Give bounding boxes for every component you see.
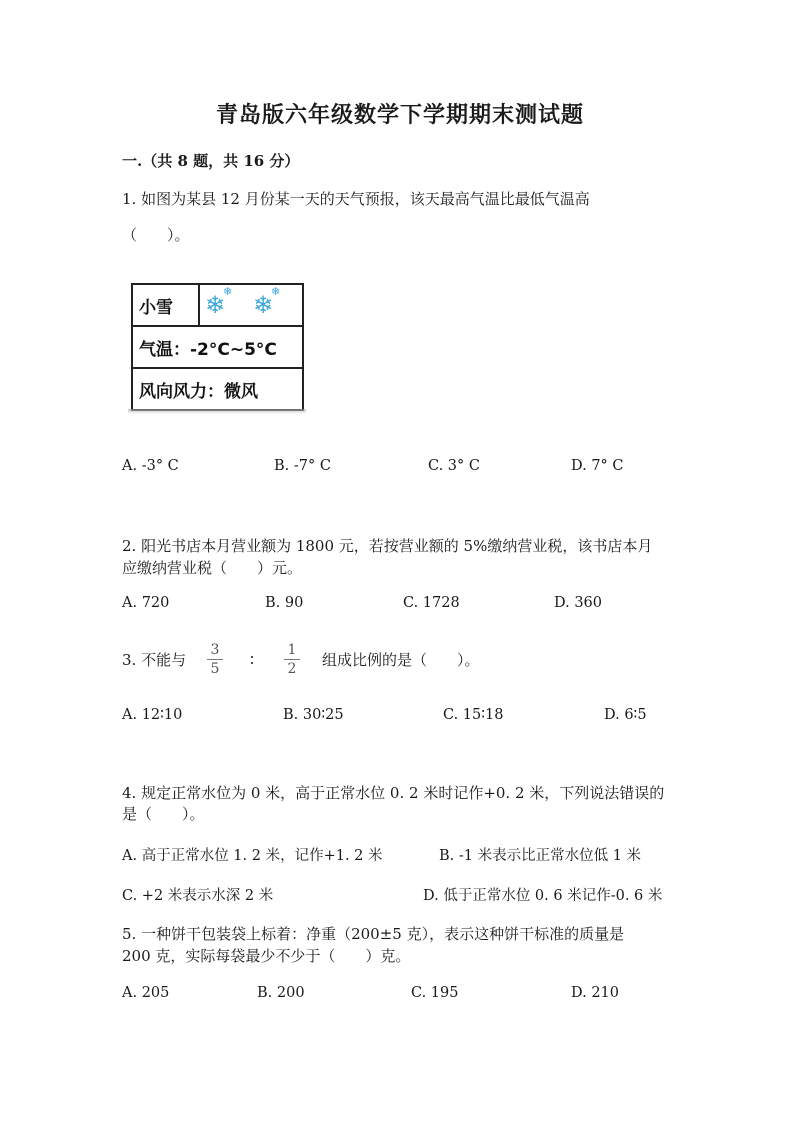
weather-row-condition	[133, 285, 302, 327]
question-1-line-2: （ ）。	[122, 226, 190, 244]
card-shadow	[128, 409, 306, 414]
question-2-line-2: 应缴纳营业税（ ）元。	[122, 559, 303, 577]
question-1-line-1: 1. 如图为某县 12 月份某一天的天气预报，该天最高气温比最低气温高	[122, 190, 590, 208]
fraction-numerator: 3	[210, 642, 220, 658]
question-3-prefix: 3. 不能与	[122, 651, 187, 669]
question-4-option-a[interactable]: A. 高于正常水位 1. 2 米，记作+1. 2 米	[122, 848, 383, 864]
question-4-option-d[interactable]: D. 低于正常水位 0. 6 米记作-0. 6 米	[423, 888, 663, 904]
fraction-three-fifths	[207, 642, 223, 677]
snowflake-icon: ❄ ❄	[205, 285, 233, 319]
weather-row-wind	[133, 369, 302, 409]
weather-forecast-card	[131, 283, 304, 411]
question-2-option-d[interactable]: D. 360	[554, 595, 603, 611]
ratio-colon: ∶	[250, 651, 254, 669]
question-5-option-b[interactable]: B. 200	[257, 985, 305, 1001]
question-1-option-d[interactable]: D. 7° C	[571, 458, 624, 474]
fraction-bar	[207, 659, 223, 660]
question-1-option-b[interactable]: B. -7° C	[274, 458, 331, 474]
question-5-option-d[interactable]: D. 210	[571, 985, 620, 1001]
question-5-option-c[interactable]: C. 195	[411, 985, 459, 1001]
question-3-option-d[interactable]: D. 6∶5	[604, 707, 647, 723]
fraction-denominator: 2	[287, 661, 297, 677]
question-3-suffix: 组成比例的是（ ）。	[322, 651, 480, 669]
weather-row-temperature	[133, 327, 302, 369]
fraction-numerator: 1	[287, 642, 297, 658]
fraction-bar	[284, 659, 300, 660]
question-2-option-a[interactable]: A. 720	[122, 595, 170, 611]
question-2-option-b[interactable]: B. 90	[265, 595, 304, 611]
weather-temperature-label: 气温：-2°C~5°C	[139, 340, 277, 360]
question-4-option-b[interactable]: B. -1 米表示比正常水位低 1 米	[439, 848, 642, 864]
fraction-one-half	[284, 642, 300, 677]
page-title: 青岛版六年级数学下学期期末测试题	[215, 102, 584, 128]
section-heading: 一.（共 8 题，共 16 分）	[122, 152, 300, 170]
question-2-line-1: 2. 阳光书店本月营业额为 1800 元，若按营业额的 5%缴纳营业税，该书店本月	[122, 537, 653, 555]
question-4-line-2: 是（ ）。	[122, 805, 205, 823]
weather-wind-label: 风向风力：微风	[139, 382, 258, 402]
question-1-option-a[interactable]: A. -3° C	[122, 458, 179, 474]
weather-divider	[198, 285, 200, 325]
question-3-option-b[interactable]: B. 30∶25	[283, 707, 344, 723]
question-5-option-a[interactable]: A. 205	[122, 985, 170, 1001]
question-3-option-a[interactable]: A. 12∶10	[122, 707, 183, 723]
question-4-option-c[interactable]: C. +2 米表示水深 2 米	[122, 888, 274, 904]
question-3-option-c[interactable]: C. 15∶18	[443, 707, 504, 723]
snowflake-icon: ❄ ❄	[253, 285, 281, 319]
weather-condition-label: 小雪	[139, 298, 173, 318]
fraction-denominator: 5	[210, 661, 220, 677]
question-5-line-2: 200 克，实际每袋最少不少于（ ）克。	[122, 947, 411, 965]
question-4-line-1: 4. 规定正常水位为 0 米，高于正常水位 0. 2 米时记作+0. 2 米，下列说法错误的	[122, 784, 665, 802]
question-1-option-c[interactable]: C. 3° C	[428, 458, 480, 474]
question-2-option-c[interactable]: C. 1728	[403, 595, 460, 611]
question-5-line-1: 5. 一种饼干包装袋上标着：净重（200±5 克），表示这种饼干标准的质量是	[122, 925, 625, 943]
